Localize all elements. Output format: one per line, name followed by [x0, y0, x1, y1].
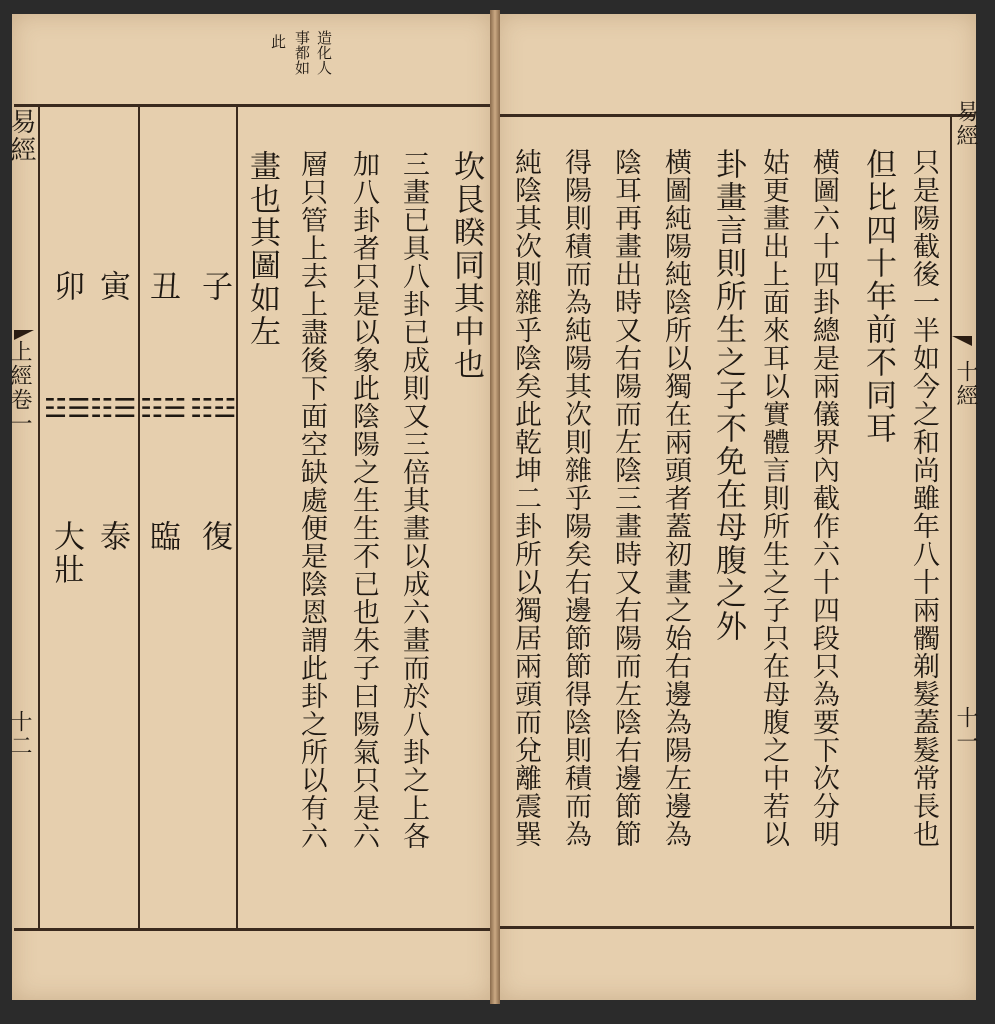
left-margin-title: 易經: [6, 108, 36, 164]
left-text-column-2: 三畫已具八卦已成則又三倍其畫以成六畫而於八卦之上各: [398, 150, 429, 850]
left-bottom-border: [14, 928, 490, 931]
right-text-column-8: 得陽則積而為純陽其次則雜乎陽矣右邊節節得陰則積而為: [560, 148, 591, 848]
left-top-border: [14, 104, 490, 107]
left-table-divider-2: [236, 104, 238, 930]
right-margin-title: 易經: [953, 100, 978, 148]
right-text-column-2: 但比四十年前不同耳: [860, 148, 896, 445]
left-text-column-5: 畫也其圖如左: [244, 150, 280, 348]
table-hexagram-lin: 臨: [144, 520, 180, 553]
right-margin-page: 十一: [953, 706, 978, 754]
right-top-border: [500, 114, 974, 117]
right-text-column-9: 純陰其次則雜乎陰矣此乾坤二卦所以獨居兩頭而兌離震巽: [510, 148, 541, 848]
header-note-col-1: 造化人: [315, 30, 333, 75]
table-branch-yin: 寅: [94, 270, 130, 303]
right-margin-line: [950, 114, 952, 928]
right-text-column-3: 横圖六十四卦總是兩儀界內截作六十四段只為要下次分明: [808, 148, 839, 848]
right-text-column-1: 只是陽截後一半如今之和尚雖年八十兩髑剃髮蓋髮常長也: [908, 148, 939, 848]
header-note-col-3: 此: [269, 34, 287, 49]
left-margin-page: 十二: [7, 710, 32, 758]
left-fold-mark: [14, 330, 34, 340]
book-spine: [490, 10, 500, 1004]
right-text-column-4: 姑更畫出上面來耳以實體言則所生之子只在母腹之中若以: [758, 148, 789, 848]
left-text-column-1: 坎艮睽同其中也: [448, 150, 484, 381]
right-text-column-5: 卦畫言則所生之子不免在母腹之外: [710, 148, 746, 643]
table-branch-chou: 丑: [144, 270, 180, 303]
table-hexagram-tai: 泰: [94, 520, 130, 553]
right-margin-section: 十經: [953, 360, 978, 408]
table-hexagram-fu: 復: [196, 520, 232, 553]
table-trigram-chou: ☷☱: [140, 394, 187, 424]
left-table-divider-1: [138, 104, 140, 930]
table-branch-mao: 卯: [48, 270, 84, 303]
table-hexagram-dazhuang: 大壯: [48, 520, 84, 586]
table-branch-zi: 子: [196, 270, 232, 303]
right-text-column-7: 陰耳再畫出時又右陽而左陰三畫時又右陽而左陰右邊節節: [610, 148, 641, 848]
right-fold-mark: [952, 336, 972, 346]
right-bottom-border: [500, 926, 974, 929]
left-text-column-4: 層只管上去上盡後下面空缺處便是陰恩謂此卦之所以有六: [296, 150, 327, 850]
left-margin-section: 上經卷一: [7, 340, 32, 436]
table-trigram-mao: ☳☰: [44, 394, 91, 424]
header-note-col-2: 事都如: [293, 30, 311, 75]
table-trigram-zi: ☷☳: [190, 394, 237, 424]
left-text-column-3: 加八卦者只是以象此陰陽之生生不已也朱子曰陽氣只是六: [348, 150, 379, 850]
right-text-column-6: 横圖純陽純陰所以獨在兩頭者蓋初畫之始右邊為陽左邊為: [660, 148, 691, 848]
left-margin-line: [38, 104, 40, 930]
table-trigram-yin: ☷☰: [90, 394, 137, 424]
